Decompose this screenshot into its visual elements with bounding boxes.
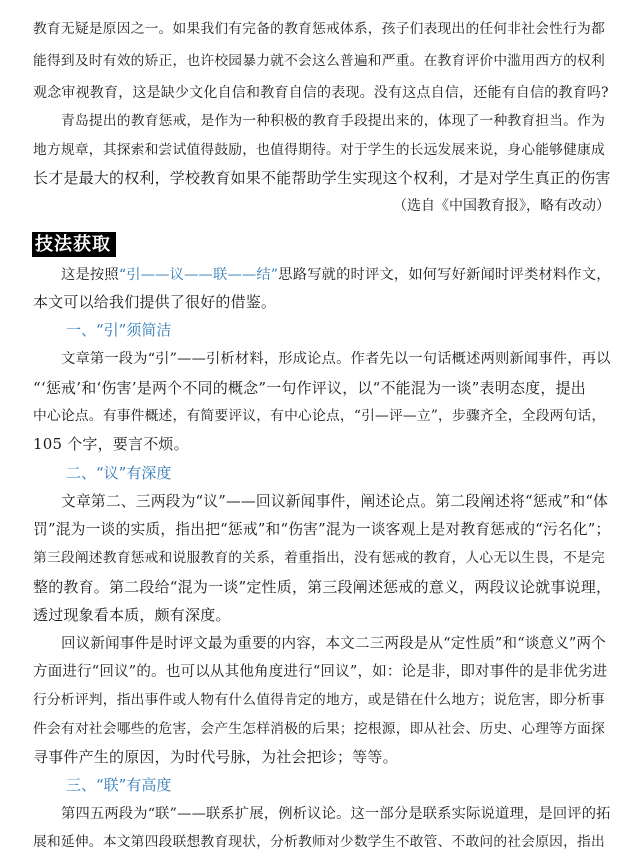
p3-line: 方面进行“回议”的。也可以从其他角度进行“回议”，如：论是非，即对事件的是非优劣进 <box>33 664 608 680</box>
p4-line: 第四五两段为“联”——联系扩展，例析议论。这一部分是联系实际说道理，是回评的拓 <box>61 806 611 822</box>
article-line: 长才是最大的权利，学校教育如果不能帮助学生实现这个权利，才是对学生真正的伤害 <box>33 169 611 187</box>
article-line: 青岛提出的教育惩戒，是作为一种积极的教育手段提出来的，体现了一种教育担当。作为 <box>61 113 606 129</box>
article-line: 教育无疑是原因之一。如果我们有完备的教育惩戒体系，孩子们表现出的任何非社会性行为都 <box>33 21 605 37</box>
intro-line-2: 本文可以给我们提供了很好的借鉴。 <box>33 293 277 311</box>
p3-line: 件会有对社会哪些的危害，会产生怎样消极的后果；挖根源，即从社会、历史、心理等方面探 <box>33 721 605 737</box>
section-title-banner: 技法获取 <box>32 232 116 257</box>
intro-suffix: 思路写就的时评文，如何写好新闻时评类材料作文， <box>278 267 611 283</box>
p3-line: 行分析评判，指出事件或人物有什么值得肯定的地方，或是错在什么地方；说危害，即分析事 <box>33 692 605 708</box>
heading-yin: 一、“引”须简洁 <box>66 321 172 339</box>
intro-highlight: “引——议——联——结” <box>118 267 279 283</box>
p4-line: 展和延伸。本文第四段联想教育现状，分析教师对少数学生不敢管、不敢问的社会原因，指出 <box>33 834 605 850</box>
p1-line: 105 个字，要言不烦。 <box>33 435 189 453</box>
p1-line: 文章第一段为“引”——引析材料，形成论点。作者先以一句话概述两则新闻事件，再以 <box>61 351 611 367</box>
p1-line: 中心论点。有事件概述，有简要评议，有中心论点，“引—评—立”，步骤齐全，全段两句话， <box>33 408 606 424</box>
p2-line: 第三段阐述教育惩戒和说服教育的关系，着重指出，没有惩戒的教育，人心无以生畏，不是完 <box>33 550 605 566</box>
intro-prefix: 这是按照 <box>61 267 119 283</box>
p2-line: 罚”混为一谈的实质，指出把“惩戒”和“伤害”混为一谈客观上是对教育惩戒的“污名化”； <box>33 521 611 538</box>
article-source: （选自《中国教育报》，略有改动） <box>393 198 610 214</box>
p3-line: 寻事件产生的原因，为时代号脉，为社会把诊；等等。 <box>33 748 398 766</box>
p2-line: 整的教育。第二段给“混为一谈”定性质，第三段阐述惩戒的意义，两段议论就事说理， <box>33 578 612 596</box>
p3-line: 回议新闻事件是时评文最为重要的内容，本文二三两段是从“定性质”和“谈意义”两个 <box>61 636 606 652</box>
heading-yi: 二、“议”有深度 <box>66 464 172 482</box>
p2-line: 文章第二、三两段为“议”——回议新闻事件，阐述论点。第二段阐述将“惩戒”和“体 <box>61 493 609 510</box>
p1-line: “‘惩戒’和‘伤害’是两个不同的概念”一句作评议，以“不能混为一谈”表明态度，提出 <box>33 379 586 397</box>
heading-lian: 三、“联”有高度 <box>66 776 172 794</box>
article-line: 能得到及时有效的矫正，也许校园暴力就不会这么普遍和严重。在教育评价中滥用西方的权利 <box>33 53 605 69</box>
intro-line <box>61 265 611 285</box>
article-line: 地方规章，其探索和尝试值得鼓励，也值得期待。对于学生的长远发展来说，身心能够健康成 <box>33 142 605 158</box>
p2-line: 透过现象看本质，颇有深度。 <box>33 606 231 624</box>
article-line: 观念审视教育，这是缺少文化自信和教育自信的表现。没有这点自信，还能有自信的教育吗? <box>33 85 609 101</box>
